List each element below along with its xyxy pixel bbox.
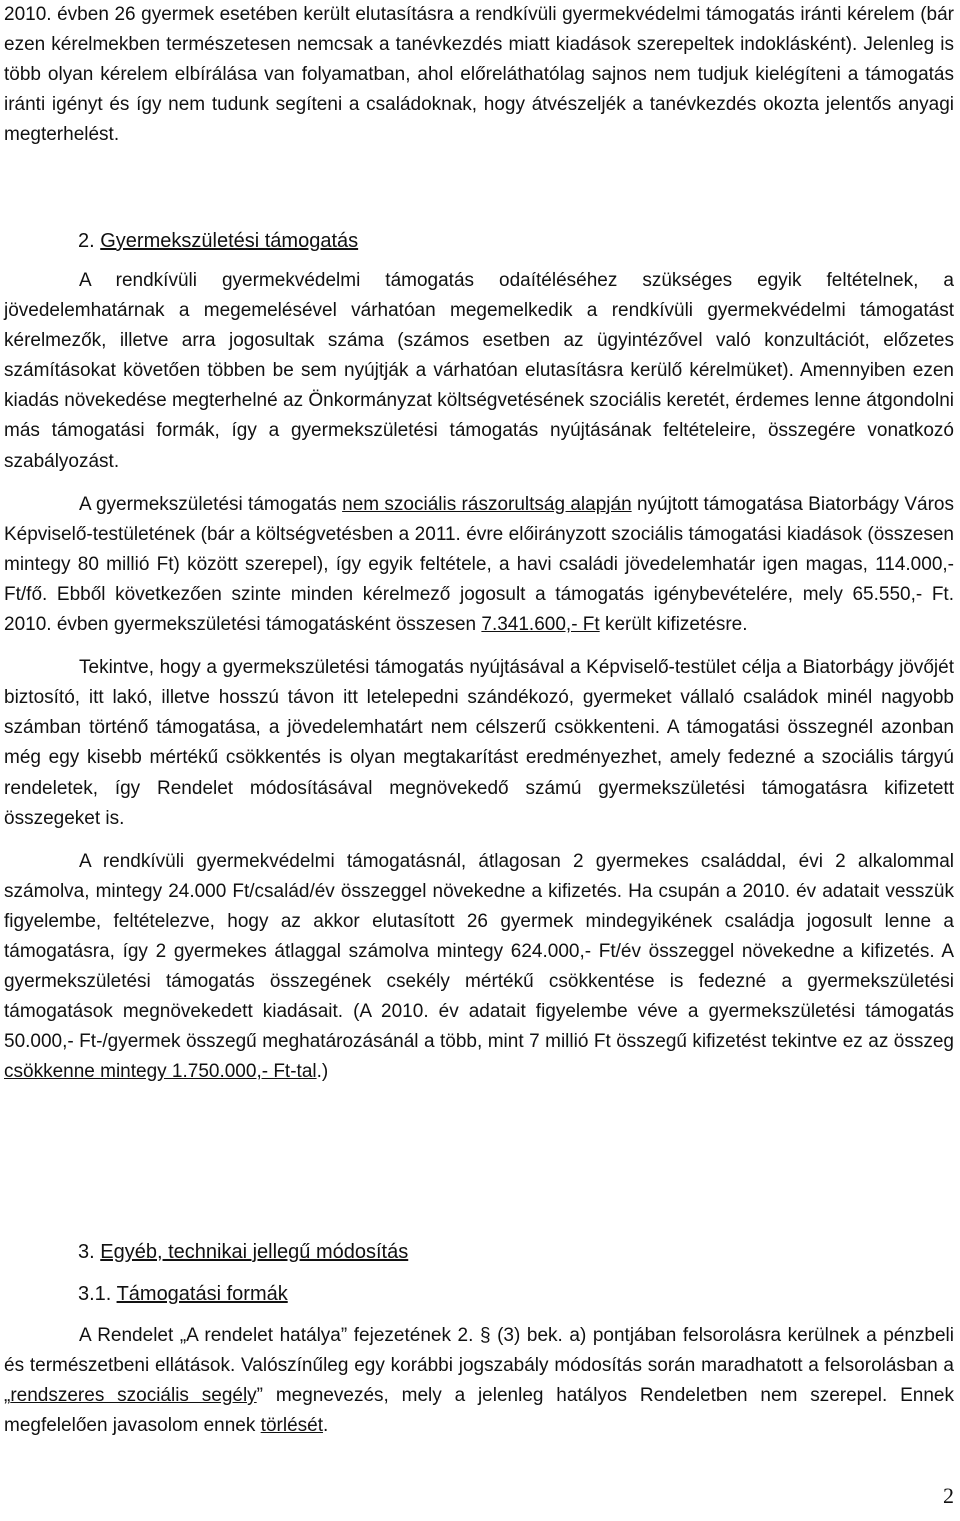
- section-3-heading: [4, 1237, 954, 1267]
- s3-underlined-term: rendszeres szociális segély: [10, 1385, 257, 1407]
- section-3-number: 3.: [78, 1241, 95, 1263]
- section-2-paragraph-3: Tekintve, hogy a gyermekszületési támogatás nyújtásával a Képviselő-testület célja a Biatorbágy jövőjét biztosító, itt lakó, illetve hosszú távon itt letelepedni szándékozó, gyermeket vállaló családok minél nagyobb számban történő támogatása, a jövedelemhatárt nem célszerű csökkenteni. A támogatási összegnél azonban még egy kisebb mértékű csökkentés is olyan megtakarítást eredményezhet, amely fedezné a szociális tárgyú rendeletek, így Rendelet módosításával megnövekedő számú gyermekszületési támogatásra kifizetett összegeket is.: [4, 657, 954, 829]
- s3-text-c: .: [322, 1415, 329, 1437]
- p4-text-b: .): [316, 1061, 329, 1083]
- section-3: [4, 1237, 954, 1441]
- section-2-heading: [4, 226, 954, 256]
- section-2-paragraph-2: [4, 490, 954, 640]
- s3-underlined-deletion: törlését: [260, 1415, 323, 1437]
- page-number: 2: [943, 1483, 954, 1508]
- section-2-paragraph-4: [4, 847, 954, 1088]
- p2-underlined-amount: 7.341.600,- Ft: [481, 614, 600, 636]
- section-3-1-heading: [4, 1279, 954, 1309]
- section-3-paragraph-1: [4, 1321, 954, 1441]
- intro-paragraph: 2010. évben 26 gyermek esetében került elutasításra a rendkívüli gyermekvédelmi támogatás iránti kérelem (bár ezen kérelmekben természetesen nemcsak a tanévkezdés miatt kiadások szerepeltek indoklásként). Jelenleg is több olyan kérelem elbírálása van folyamatban, ahol előreláthatólag sajnos nem tudjuk kielégíteni a támogatás iránti igényt és így nem tudunk segíteni a családoknak, hogy átvészeljék a tanévkezdés okozta jelentős anyagi megterhelést.: [4, 4, 954, 146]
- s3-text-a: A Rendelet „A rendelet hatálya” fejezetének 2. § (3) bek. a) pontjában felsorolásra kerülnek a pénzbeli és természetbeni ellátások. Valószínűleg egy korábbi jogszabály módosítás során maradhatott a felsorolásban a „: [4, 1325, 954, 1407]
- p4-text-a: A rendkívüli gyermekvédelmi támogatásnál, átlagosan 2 gyermekes családdal, évi 2 alkalommal számolva, mintegy 24.000 Ft/család/év összeggel növekedne a kifizetés. Ha csupán a 2010. év adatait vesszük figyelembe, feltételezve, hogy az akkor elutasított 26 gyermek mindegyikének családja jogosult lenne a támogatásra, így 2 gyermekes átlaggal számolva mintegy 624.000,- Ft/év összeggel növekedne a kifizetés. A gyermekszületési támogatás összegének csekély mértékű csökkentése is fedezné a gyermekszületési támogatások megnövekedett kiadásait. (A 2010. év adatait figyelembe véve a gyermekszületési támogatás 50.000,- Ft-/gyermek összegű meghatározásánál a több, mint 7 millió Ft összegű kifizetést tekintve ez az összeg: [4, 850, 954, 1053]
- p4-underlined-reduction: csökkenne mintegy 1.750.000,- Ft-tal: [4, 1061, 317, 1083]
- section-2-title: Gyermekszületési támogatás: [100, 230, 359, 252]
- p2-text-c: került kifizetésre.: [599, 614, 748, 636]
- section-2: [4, 226, 954, 1087]
- section-2-paragraph-1: A rendkívüli gyermekvédelmi támogatás odaítéléséhez szükséges egyik feltételnek, a jövedelemhatárnak a megemelésével várhatóan megemelkedik a rendkívüli gyermekvédelmi támogatást kérelmezők, illetve arra jogosultak száma (számos esetben az ügyintézővel való konzultációt, előzetes számításokat követően többen be sem nyújtják a várhatóan elutasításra kerülő kérelmüket). Amennyiben ezen kiadás növekedése megterhelné az Önkormányzat költségvetésének szociális keretét, érdemes lenne átgondolni más támogatási formák, így a gyermekszületési támogatás nyújtásának feltételeire, összegére vonatkozó szabályozást.: [4, 270, 954, 472]
- section-3-title: Egyéb, technikai jellegű módosítás: [100, 1241, 409, 1263]
- section-3-1-number: 3.1.: [78, 1283, 112, 1305]
- p2-underlined-basis: nem szociális rászorultság alapján: [342, 493, 632, 515]
- s3-text-b: ” megnevezés, mely a jelenleg hatályos Rendeletben nem szerepel. Ennek megfelelően javasolom ennek: [4, 1385, 954, 1437]
- p2-text-a: A gyermekszületési támogatás: [79, 493, 343, 515]
- p2-text-b: nyújtott támogatása Biatorbágy Város Képviselő-testületének (bár a költségvetésben a 2011. évre előirányzott szociális támogatási kiadások (összesen mintegy 80 millió Ft) között szerepel), így egyik feltétele, a havi családi jövedelemhatár igen magas, 114.000,- Ft/fő. Ebből következően szinte minden kérelmező jogosult a támogatás igénybevételére, mely 65.550,- Ft. 2010. évben gyermekszületési támogatásként összesen: [4, 493, 954, 636]
- section-2-number: 2.: [78, 230, 95, 252]
- section-3-1-title: Támogatási formák: [116, 1283, 288, 1305]
